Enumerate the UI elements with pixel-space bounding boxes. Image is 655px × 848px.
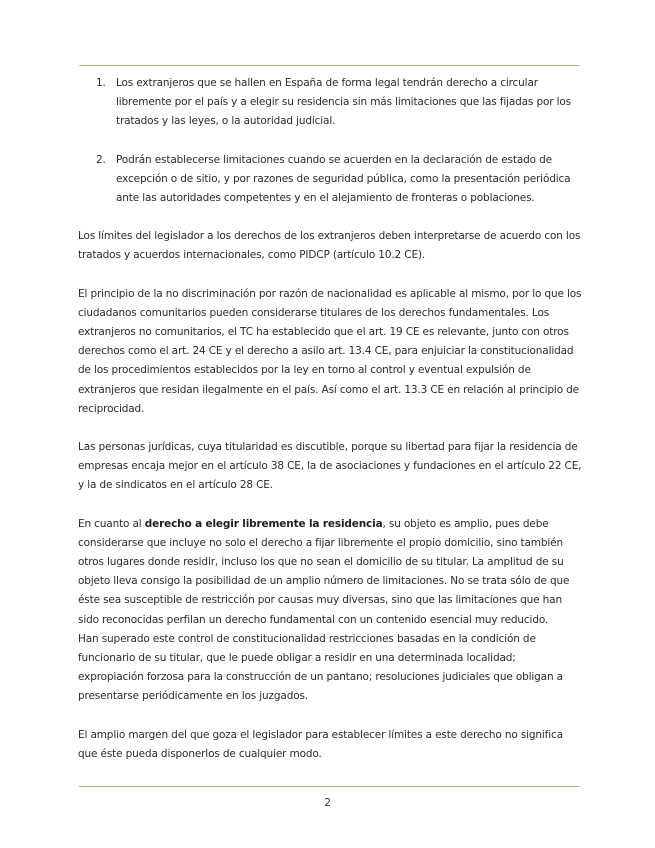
list-item-text: Los extranjeros que se hallen en España de forma legal tendrán derecho a circular libremente por el país y a elegir su residencia sin más limitaciones que las fijadas por los tratados y las leyes, o la autoridad judicial. — [116, 77, 571, 128]
paragraph-text: , su objeto es amplio, pues debe considerarse que incluye no solo el derecho a fijar libremente el propio domicilio, sino también otros lugares donde residir, incluso los que no sean el domicilio de su titular. La amplitud de su objeto lleva consigo la posibilidad de un amplio número de limitaciones. No se trata sólo de que éste sea susceptible de restricción por causas muy diversas, sino que las limitaciones que han sido reconocidas perfilan un derecho fundamental con un contenido esencial muy reducido. — [78, 517, 570, 626]
paragraph-text: En cuanto al — [78, 517, 145, 530]
page-content — [78, 74, 583, 764]
list-item — [78, 74, 583, 132]
paragraph-legal-persons: Las personas jurídicas, cuya titularidad es discutible, porque su libertad para fijar la residencia de empresas encaja mejor en el artículo 38 CE, la de asociaciones y fundaciones en el artículo 22 CE, y la de sindicatos en el artículo 28 CE. — [78, 441, 582, 492]
list-item-number: 2. — [96, 153, 106, 166]
list-item-number: 1. — [96, 77, 106, 89]
header-rule — [79, 65, 579, 66]
paragraph-restrictions: Han superado este control de constitucionalidad restricciones basadas en la condición de funcionario de su titular, que le puede obligar a residir en una determinada localidad; expropiación forzosa para la construcción de un pantano; resoluciones judiciales que obligan a presentarse periódicamente en los juzgados. — [78, 632, 563, 703]
numbered-list — [78, 74, 583, 208]
paragraph-non-discrimination: El principio de la no discriminación por razón de nacionalidad es aplicable al mismo, por lo que los ciudadanos comunitarios pueden considerarse titulares de los derechos fundamentales. Los extranjeros no comunitarios, el TC ha establecido que el art. 19 CE es relevante, junto con otros derechos como el art. 24 CE y el derecho a asilo art. 13.4 CE, para enjuiciar la constitucionalidad de los procedimientos establecidos por la ley en torno al control y eventual expulsión de extranjeros que residan ilegalmente en el país. Así como el art. 13.3 CE en relación al principio de reciprocidad. — [78, 287, 582, 415]
list-item-text: Podrán establecerse limitaciones cuando se acuerden en la declaración de estado de excepción o de sitio, y por razones de seguridad pública, como la presentación periódica ante las autoridades competentes y en el alejamiento de fronteras o poblaciones. — [116, 153, 571, 205]
paragraph-legislator-margin: El amplio margen del que goza el legislador para establecer límites a este derecho no significa que éste pueda disponerlos de cualquier modo. — [78, 728, 563, 760]
bold-term: derecho a elegir libremente la residencia — [144, 517, 383, 530]
list-item — [78, 151, 583, 209]
footer-rule — [79, 786, 579, 787]
paragraph-residence-right — [78, 515, 583, 630]
page-number: 2 — [324, 796, 331, 809]
paragraph-limits: Los límites del legislador a los derechos de los extranjeros deben interpretarse de acuerdo con los tratados y acuerdos internacionales, como PIDCP (artículo 10.2 CE). — [78, 230, 581, 262]
